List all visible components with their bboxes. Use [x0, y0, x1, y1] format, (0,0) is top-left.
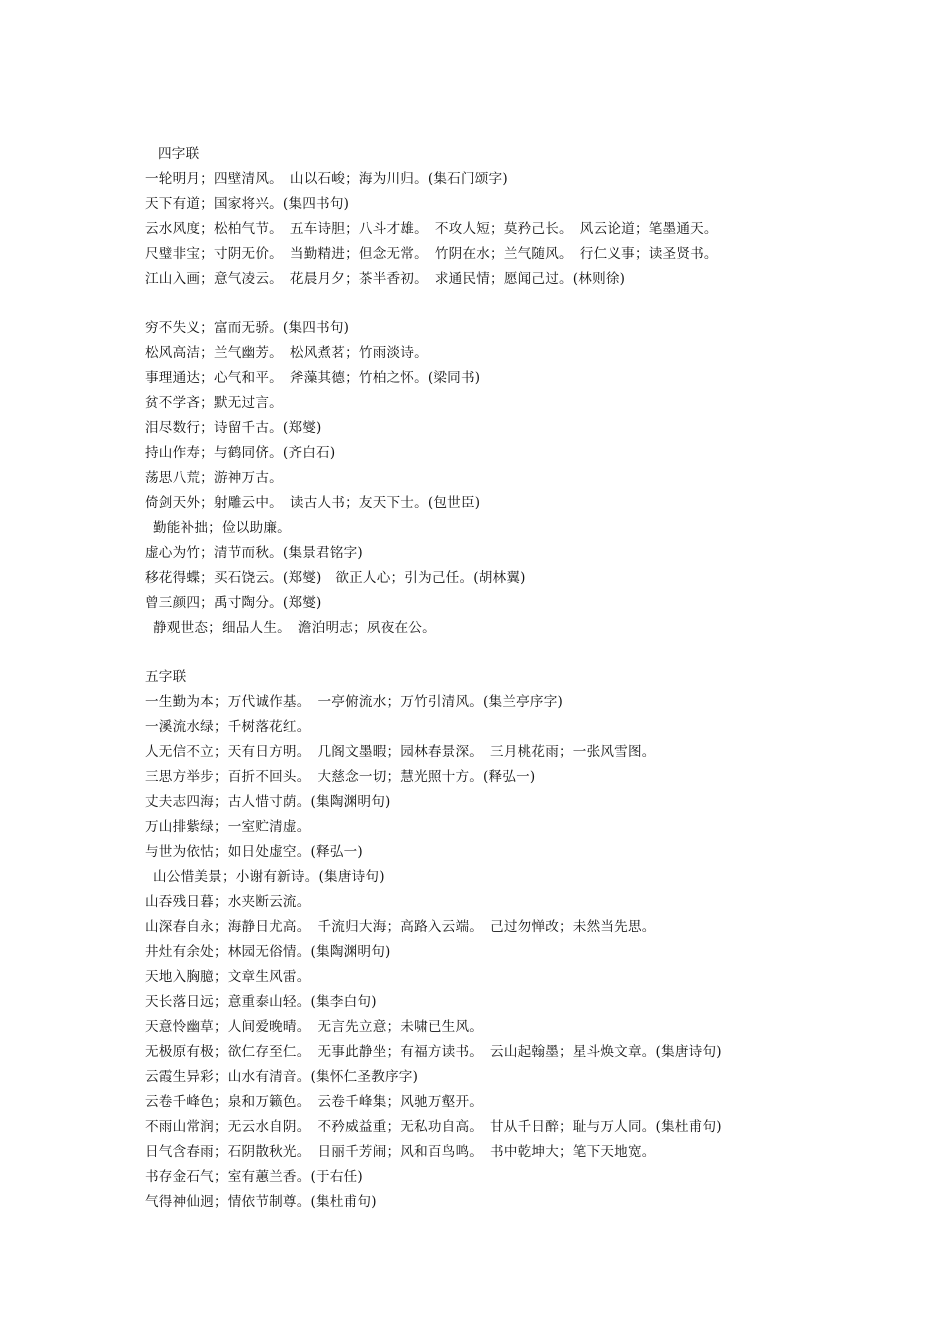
couplet-line: 与世为依怙；如日处虚空。(释弘一) — [145, 844, 363, 860]
couplet-line: 勤能补拙；俭以助廉。 — [153, 520, 291, 536]
couplet-line: 倚剑天外；射雕云中。 读古人书；友天下士。(包世臣) — [145, 495, 481, 511]
couplet-line: 移花得蝶；买石饶云。(郑燮) 欲正人心；引为己任。(胡林翼) — [145, 570, 526, 586]
couplet-line: 曾三颜四；禹寸陶分。(郑燮) — [145, 595, 322, 611]
couplet-line: 丈夫志四海；古人惜寸荫。(集陶渊明句) — [145, 794, 391, 810]
couplet-line: 一溪流水绿；千树落花红。 — [145, 719, 311, 735]
couplet-line: 一生勤为本；万代诚作基。 一亭俯流水；万竹引清风。(集兰亭序字) — [145, 694, 564, 710]
couplet-line: 万山排紫绿；一室贮清虚。 — [145, 819, 311, 835]
couplet-line: 持山作寿；与鹤同侪。(齐白石) — [145, 445, 336, 461]
couplet-line: 天下有道；国家将兴。(集四书句) — [145, 196, 350, 212]
couplet-line: 天长落日远；意重泰山轻。(集李白句) — [145, 994, 377, 1010]
couplet-line: 泪尽数行；诗留千古。(郑燮) — [145, 420, 322, 436]
couplet-line: 云霞生异彩；山水有清音。(集怀仁圣教序字) — [145, 1069, 419, 1085]
couplet-line: 尺璧非宝；寸阴无价。 当勤精进；但念无常。 竹阴在水；兰气随风。 行仁义事；读圣贤书。 — [145, 246, 718, 262]
couplet-line: 穷不失义；富而无骄。(集四书句) — [145, 320, 350, 336]
couplet-line: 人无信不立；天有日方明。 几阁文墨暇；园林春景深。 三月桃花雨；一张风雪图。 — [145, 744, 656, 760]
couplet-line: 山吞残日暮；水夹断云流。 — [145, 894, 311, 910]
couplet-line: 山公惜美景；小谢有新诗。(集唐诗句) — [153, 869, 385, 885]
section-heading-four-char: 四字联 — [158, 146, 200, 162]
couplet-line: 气得神仙迥；情依节制尊。(集杜甫句) — [145, 1194, 377, 1210]
couplet-line: 云水风度；松柏气节。 五车诗胆；八斗才雄。 不攻人短；莫矜己长。 风云论道；笔墨通天。 — [145, 221, 718, 237]
couplet-line: 静观世态；细品人生。 澹泊明志；夙夜在公。 — [153, 620, 436, 636]
couplet-line: 贫不学吝；默无过言。 — [145, 395, 283, 411]
couplet-line: 无极原有极；欲仁存至仁。 无事此静坐；有福方读书。 云山起翰墨；星斗焕文章。(集唐诗句) — [145, 1044, 722, 1060]
couplet-line: 书存金石气；室有蕙兰香。(于右任) — [145, 1169, 363, 1185]
couplet-line: 云卷千峰色；泉和万籁色。 云卷千峰集；风驰万壑开。 — [145, 1094, 484, 1110]
couplet-line: 山深春自永；海静日尤高。 千流归大海；高路入云端。 己过勿惮改；未然当先思。 — [145, 919, 656, 935]
couplet-line: 江山入画；意气凌云。 花晨月夕；茶半香初。 求通民情；愿闻己过。(林则徐) — [145, 271, 626, 287]
couplet-line: 日气含春雨；石阴散秋光。 日丽千芳闹；风和百鸟鸣。 书中乾坤大；笔下天地宽。 — [145, 1144, 656, 1160]
couplet-line: 松风高洁；兰气幽芳。 松风煮茗；竹雨淡诗。 — [145, 345, 428, 361]
couplet-line: 虚心为竹；清节而秋。(集景君铭字) — [145, 545, 363, 561]
couplet-line: 不雨山常润；无云水自阴。 不矜威益重；无私功自高。 甘从千日醉；耻与万人同。(集杜甫句) — [145, 1119, 722, 1135]
couplet-line: 事理通达；心气和平。 斧藻其德；竹柏之怀。(梁同书) — [145, 370, 481, 386]
couplet-line: 天意怜幽草；人间爱晚晴。 无言先立意；未啸已生风。 — [145, 1019, 484, 1035]
couplet-line: 井灶有余处；林园无俗情。(集陶渊明句) — [145, 944, 391, 960]
couplet-line: 天地入胸臆；文章生风雷。 — [145, 969, 311, 985]
section-heading-five-char: 五字联 — [145, 669, 187, 685]
couplet-line: 荡思八荒；游神万古。 — [145, 470, 283, 486]
couplet-line: 一轮明月；四壁清风。 山以石峻；海为川归。(集石门颂字) — [145, 171, 508, 187]
couplet-line: 三思方举步；百折不回头。 大慈念一切；慧光照十方。(释弘一) — [145, 769, 536, 785]
